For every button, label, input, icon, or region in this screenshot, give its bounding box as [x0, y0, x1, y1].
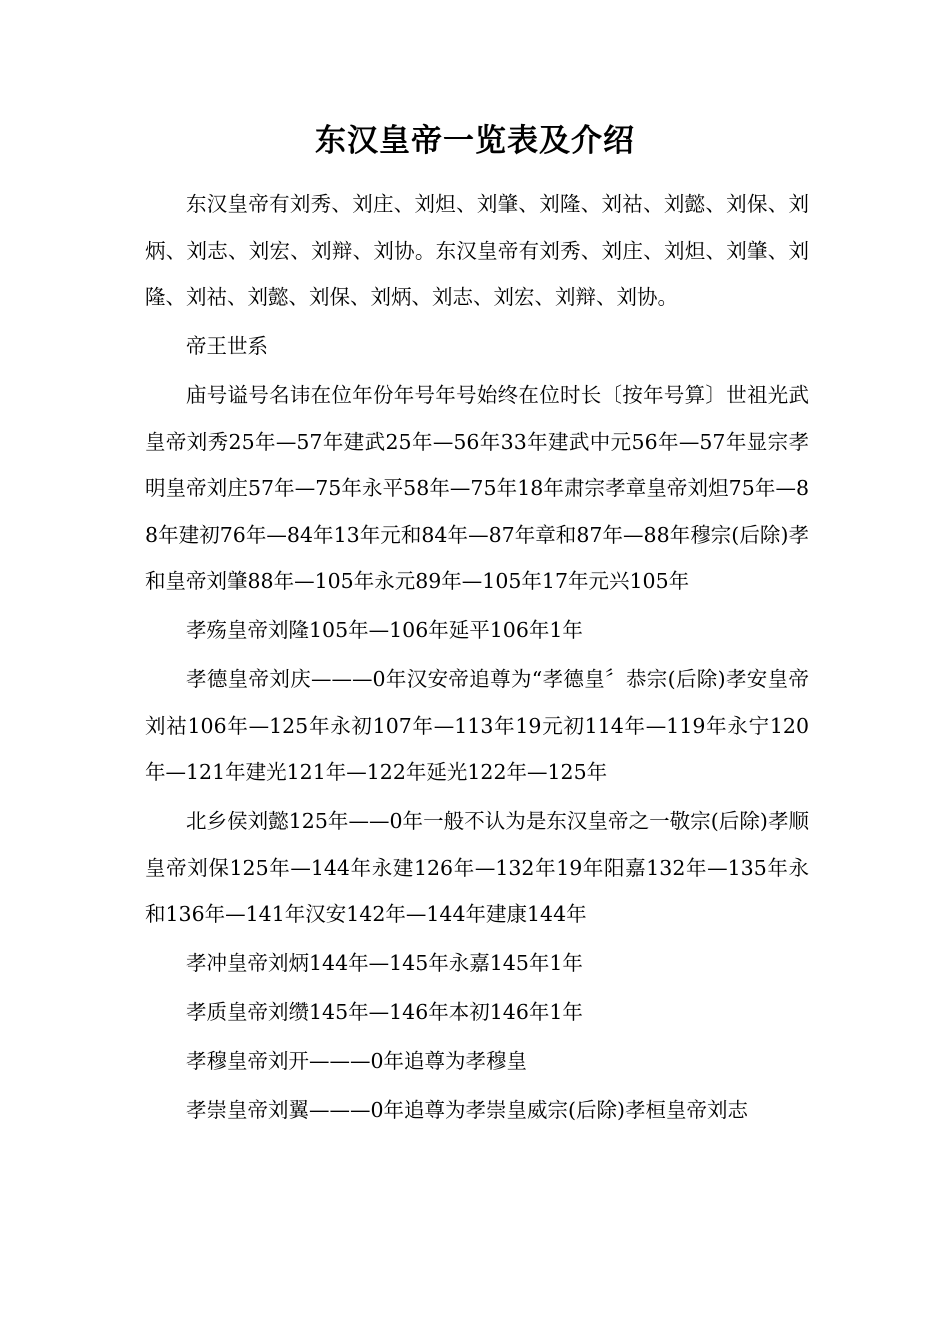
emperor-paragraph: 孝冲皇帝刘炳144年—145年永嘉145年1年 [186, 951, 583, 975]
document-body [145, 181, 809, 1136]
emperor-paragraph: 孝殇皇帝刘隆105年—106年延平106年1年 [186, 618, 583, 642]
section-heading-lineage: 帝王世系 [186, 334, 268, 358]
intro-paragraph: 东汉皇帝有刘秀、刘庄、刘炟、刘肇、刘隆、刘祜、刘懿、刘保、刘炳、刘志、刘宏、刘辩、刘协。东汉皇帝有刘秀、刘庄、刘炟、刘肇、刘隆、刘祜、刘懿、刘保、刘炳、刘志、刘宏、刘辩、刘协。 [145, 192, 809, 309]
document-title: 东汉皇帝一览表及介绍 [315, 123, 635, 159]
emperor-paragraph: 北乡侯刘懿125年——0年一般不认为是东汉皇帝之一敬宗(后除)孝顺皇帝刘保125年—144年永建126年—132年19年阳嘉132年—135年永和136年—141年汉安142年—144年建康144年 [145, 809, 809, 926]
lineage-table-paragraph: 庙号谥号名讳在位年份年号年号始终在位时长〔按年号算〕世祖光武皇帝刘秀25年—57年建武25年—56年33年建武中元56年—57年显宗孝明皇帝刘庄57年—75年永平58年—75年18年肃宗孝章皇帝刘炟75年—88年建初76年—84年13年元和84年—87年章和87年—88年穆宗(后除)孝和皇帝刘肇88年—105年永元89年—105年17年元兴105年 [145, 383, 809, 593]
emperor-paragraph: 孝穆皇帝刘开———0年追尊为孝穆皇 [186, 1049, 528, 1073]
emperor-paragraph: 孝崇皇帝刘翼———0年追尊为孝崇皇威宗(后除)孝桓皇帝刘志 [186, 1098, 749, 1122]
emperor-paragraph: 孝德皇帝刘庆———0年汉安帝追尊为“孝德皇〞恭宗(后除)孝安皇帝刘祜106年—125年永初107年—113年19元初114年—119年永宁120年—121年建光121年—122年延光122年—125年 [145, 667, 809, 784]
emperor-paragraph: 孝质皇帝刘缵145年—146年本初146年1年 [186, 1000, 583, 1024]
